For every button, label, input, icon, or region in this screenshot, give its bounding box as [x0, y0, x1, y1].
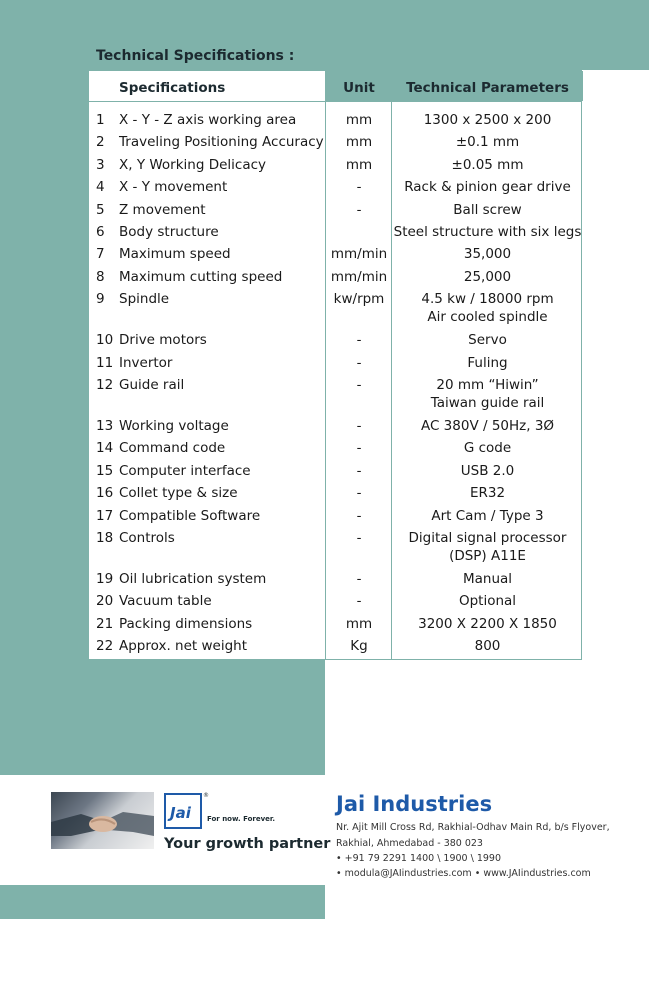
row-number: 12 [96, 377, 114, 393]
tagline-small: For now. Forever. [207, 815, 276, 823]
spec-name: Guide rail [119, 377, 185, 393]
spec-name: Vacuum table [119, 593, 212, 610]
handshake-image [51, 792, 154, 849]
header-unit: Unit [343, 80, 375, 96]
row-number: 15 [96, 462, 114, 479]
logo-text: Jai [170, 804, 191, 822]
address-line-2: Rakhial, Ahmedabad - 380 023 [336, 838, 483, 849]
spec-param-line: 800 [474, 638, 501, 655]
teal-background-header-strip [325, 0, 649, 70]
spec-name: Collet type & size [119, 485, 238, 502]
spec-param-line: Rack & pinion gear drive [404, 179, 571, 196]
spec-param-line: USB 2.0 [460, 462, 515, 479]
spec-param-line: 35,000 [463, 246, 512, 263]
spec-param-line: 20 mm “Hiwin” [436, 377, 539, 393]
spec-param-line: 3200 X 2200 X 1850 [418, 615, 557, 632]
spec-name: Approx. net weight [119, 638, 248, 655]
spec-param [392, 592, 583, 610]
spec-param [392, 201, 583, 219]
spec-name: Maximum cutting speed [119, 268, 283, 285]
spec-unit: Kg [350, 638, 368, 655]
spec-unit: - [356, 593, 362, 610]
spec-param [392, 111, 583, 129]
spec-param-line: 1300 x 2500 x 200 [423, 112, 552, 128]
row-number: 8 [96, 268, 105, 285]
spec-param [392, 290, 583, 326]
spec-unit: - [356, 179, 362, 196]
row-number: 10 [96, 332, 114, 349]
spec-param-line: ±0.05 mm [451, 156, 524, 173]
teal-background-bottom-bar [0, 885, 325, 919]
handshake-icon [51, 792, 154, 849]
row-number: 19 [96, 571, 114, 587]
spec-param-line: AC 380V / 50Hz, 3Ø [420, 418, 555, 434]
spec-name: Packing dimensions [119, 615, 253, 632]
spec-name: Oil lubrication system [119, 571, 267, 587]
company-name: Jai Industries [336, 792, 493, 816]
spec-param [392, 133, 583, 151]
spec-param-line: G code [463, 440, 512, 457]
spec-param-line: Manual [462, 571, 513, 587]
spec-param-line: (DSP) A11E [449, 548, 526, 564]
header-technical-parameters: Technical Parameters [406, 80, 569, 96]
row-number: 22 [96, 638, 114, 655]
spec-param [392, 439, 583, 457]
spec-param [392, 417, 583, 435]
row-number: 16 [96, 485, 114, 502]
spec-param [392, 615, 583, 633]
row-number: 21 [96, 615, 114, 632]
spec-param [392, 484, 583, 502]
spec-unit: - [356, 201, 362, 218]
spec-param-line: Taiwan guide rail [430, 395, 545, 411]
spec-unit: - [356, 377, 362, 393]
address-line-1: Nr. Ajit Mill Cross Rd, Rakhial-Odhav Main Rd, b/s Flyover, [336, 822, 610, 833]
tagline-big: Your growth partner [164, 836, 331, 852]
spec-unit: - [356, 440, 362, 457]
row-number: 3 [96, 156, 105, 173]
spec-unit: mm [345, 156, 373, 173]
spec-param [392, 331, 583, 349]
spec-unit: - [356, 418, 362, 434]
spec-unit: - [356, 354, 362, 371]
spec-param [392, 223, 583, 241]
spec-name: Working voltage [119, 418, 229, 434]
row-number: 18 [96, 530, 114, 546]
spec-unit: - [356, 462, 362, 479]
spec-param-line: Servo [468, 332, 507, 349]
header-specifications: Specifications [119, 80, 226, 96]
spec-name: Controls [119, 530, 175, 546]
spec-unit: mm/min [330, 246, 388, 263]
row-number: 2 [96, 134, 105, 151]
company-logo [164, 793, 202, 829]
spec-name: X - Y - Z axis working area [119, 112, 297, 128]
spec-name: Command code [119, 440, 226, 457]
spec-param-line: 25,000 [463, 268, 512, 285]
spec-param-line: Air cooled spindle [427, 309, 548, 326]
spec-name: Invertor [119, 354, 173, 371]
spec-name: Z movement [119, 201, 206, 218]
spec-param-line: ER32 [469, 485, 506, 502]
spec-param [392, 354, 583, 372]
spec-name: Compatible Software [119, 507, 261, 524]
spec-unit: mm/min [330, 268, 388, 285]
row-number: 11 [96, 354, 114, 371]
spec-unit: - [356, 507, 362, 524]
spec-name: Traveling Positioning Accuracy [119, 134, 324, 151]
spec-table [88, 70, 582, 660]
spec-param [392, 637, 583, 655]
row-number: 14 [96, 440, 114, 457]
row-number: 13 [96, 418, 114, 434]
spec-param [392, 570, 583, 588]
spec-param-line: Digital signal processor [408, 530, 567, 546]
section-title: Technical Specifications : [96, 48, 295, 64]
row-number: 6 [96, 224, 105, 240]
spec-unit: kw/rpm [333, 291, 385, 308]
spec-param-line: Steel structure with six legs [393, 224, 582, 240]
row-number: 7 [96, 246, 105, 263]
spec-param [392, 462, 583, 480]
spec-name: Spindle [119, 291, 170, 308]
spec-unit: - [356, 332, 362, 349]
row-number: 9 [96, 291, 105, 308]
row-number: 4 [96, 179, 105, 196]
spec-name: Drive motors [119, 332, 207, 349]
spec-param [392, 507, 583, 525]
registered-mark: ® [203, 792, 209, 799]
spec-param-line: Art Cam / Type 3 [431, 507, 544, 524]
row-number: 1 [96, 112, 105, 128]
spec-name: Body structure [119, 224, 219, 240]
row-number: 20 [96, 593, 114, 610]
spec-param [392, 268, 583, 286]
spec-unit: mm [345, 615, 373, 632]
spec-param-line: 4.5 kw / 18000 rpm [421, 291, 554, 308]
spec-param-line: Ball screw [453, 201, 522, 218]
spec-unit: - [356, 530, 362, 546]
spec-param [392, 245, 583, 263]
spec-unit: mm [345, 112, 373, 128]
spec-unit: - [356, 485, 362, 502]
phone-numbers: • +91 79 2291 1400 \ 1900 \ 1990 [336, 853, 502, 864]
spec-unit: mm [345, 134, 373, 151]
email-and-website: • modula@JAIindustries.com • www.JAIindustries.com [336, 868, 591, 879]
spec-name: X - Y movement [119, 179, 228, 196]
row-number: 17 [96, 507, 114, 524]
spec-param-line: Optional [458, 593, 517, 610]
spec-name: Maximum speed [119, 246, 231, 263]
spec-param [392, 156, 583, 174]
spec-name: X, Y Working Delicacy [119, 156, 267, 173]
spec-param [392, 178, 583, 196]
spec-param-line: Fuling [467, 354, 508, 371]
spec-param [392, 376, 583, 412]
spec-name: Computer interface [119, 462, 251, 479]
spec-param-line: ±0.1 mm [455, 134, 520, 151]
spec-param [392, 529, 583, 565]
row-number: 5 [96, 201, 105, 218]
spec-unit: - [356, 571, 362, 587]
